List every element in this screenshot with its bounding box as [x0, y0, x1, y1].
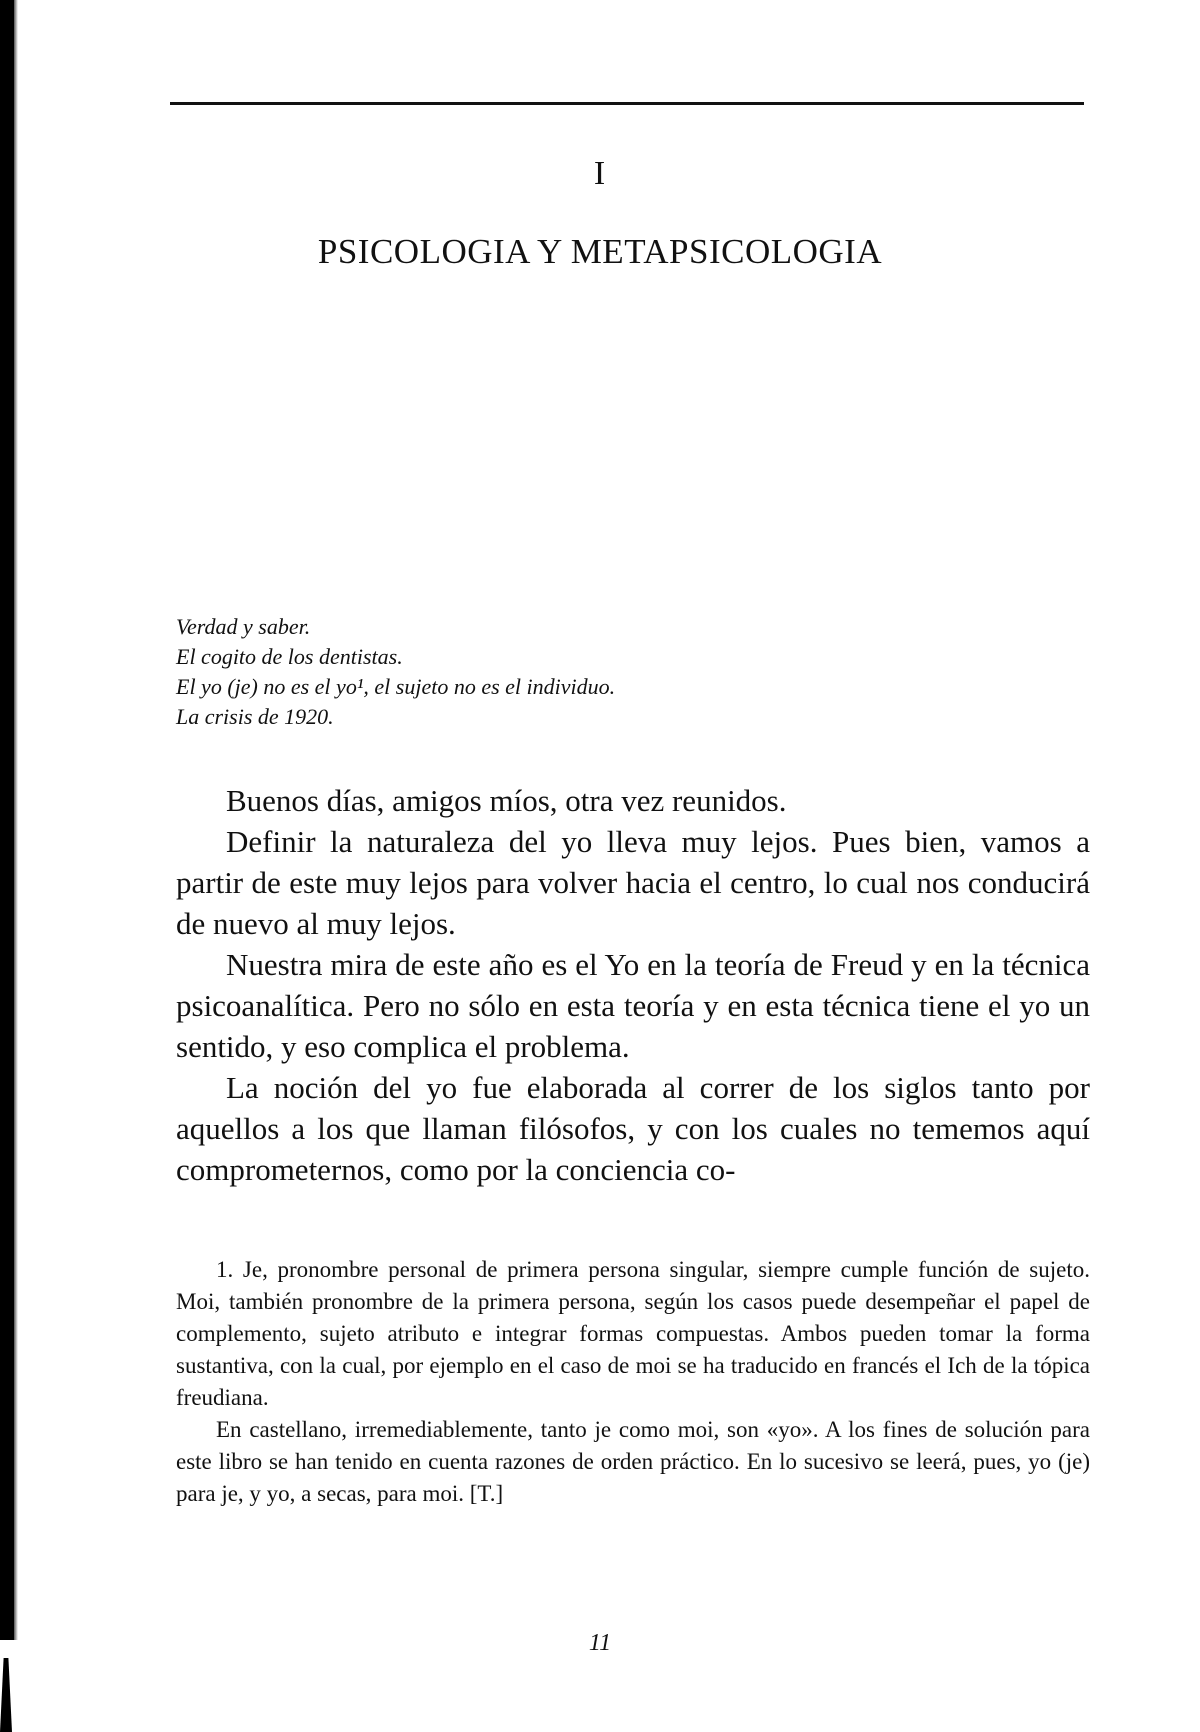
- paragraph: La noción del yo fue elaborada al correr de los siglos tanto por aquellos a los que llaman filósofos, y con los cuales no tememos aquí comprometernos, como por la conciencia co-: [176, 1070, 1090, 1187]
- summary-line: El yo (je) no es el yo¹, el sujeto no es el individuo.: [176, 674, 616, 699]
- summary-line: La crisis de 1920.: [176, 704, 334, 729]
- chapter-title: PSICOLOGIA Y METAPSICOLOGIA: [317, 232, 883, 271]
- header-rule: [170, 102, 1084, 105]
- page-number: 11: [588, 1630, 612, 1656]
- scan-spine-tip: [0, 1658, 12, 1732]
- summary-line: Verdad y saber.: [176, 614, 311, 639]
- summary-line: El cogito de los dentistas.: [176, 644, 403, 669]
- footnote-paragraph: En castellano, irremediablemente, tanto je como moi, son «yo». A los fines de solución para este libro se han tenido en cuenta razones de orden práctico. En lo sucesivo se leerá, pues, yo (je) para je, y yo, a secas, para moi. [T.]: [176, 1417, 1090, 1506]
- paragraph: Nuestra mira de este año es el Yo en la teoría de Freud y en la técnica psicoanalítica. Pero no sólo en esta teoría y en esta técnica tiene el yo un sentido, y eso complica el problema.: [176, 947, 1090, 1064]
- chapter-summary: [176, 612, 876, 732]
- paragraph: Buenos días, amigos míos, otra vez reunidos.: [226, 783, 787, 818]
- body-text: [176, 780, 1090, 1190]
- footnote: [176, 1254, 1090, 1510]
- paragraph: Definir la naturaleza del yo lleva muy lejos. Pues bien, vamos a partir de este muy lejos para volver hacia el centro, lo cual nos conducirá de nuevo al muy lejos.: [176, 824, 1090, 941]
- chapter-number: I: [593, 155, 607, 192]
- footnote-paragraph: 1. Je, pronombre personal de primera persona singular, siempre cumple función de sujeto. Moi, también pronombre de la primera persona, según los casos puede desempeñar el papel de complemento, sujeto atributo e integrar formas compuestas. Ambos pueden tomar la forma sustantiva, con la cual, por ejemplo en el caso de moi se ha traducido en francés el Ich de la tópica freudiana.: [176, 1257, 1090, 1410]
